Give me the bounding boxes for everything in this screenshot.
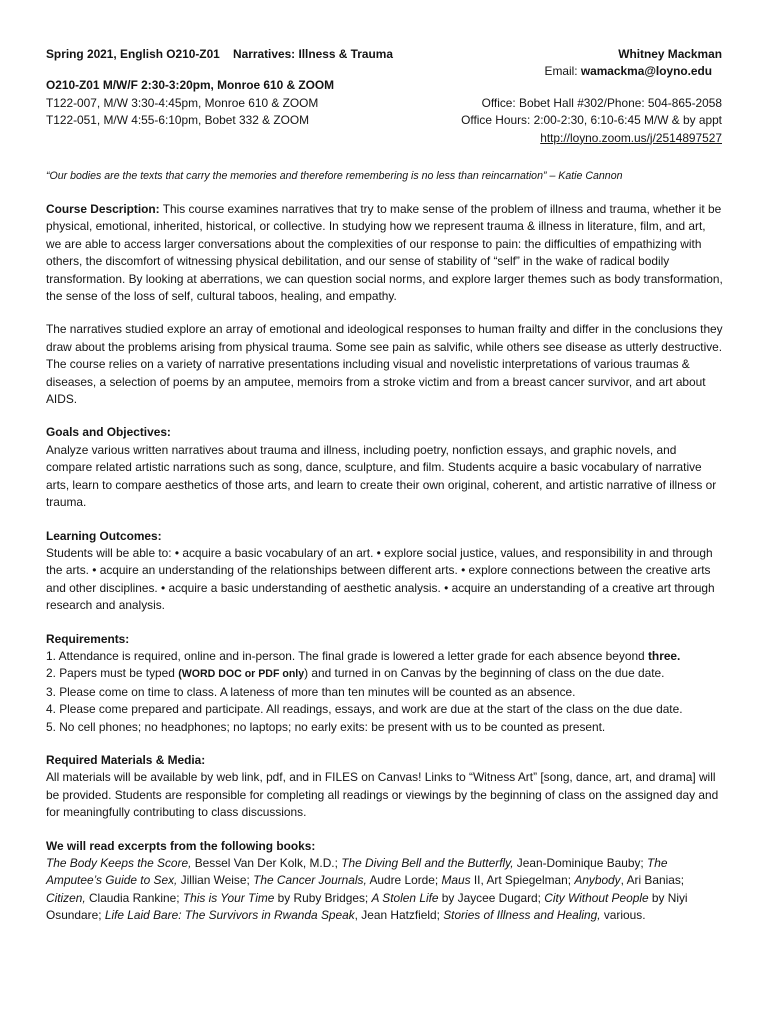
requirement-1-text: 1. Attendance is required, online and in-person. The final grade is lowered a letter grade for each absence beyond — [46, 648, 648, 663]
book-author: Bessel Van Der Kolk, M.D.; — [191, 856, 342, 870]
outcomes-heading: Learning Outcomes: — [46, 528, 162, 543]
books-section — [46, 838, 724, 925]
email-label: Email: — [544, 64, 581, 79]
book-author: various. — [600, 908, 646, 923]
course-description-text-2: The narratives studied explore an array of emotional and ideological responses to human frailty and differ in the conclusions they draw about the problems arising from physical trauma. Some see pain as salvific, while others see disease as utterly destructive. The course relies on a variety of narrative presentations including visual and novelistic interpretations of various traumas & diseases, a selection of poems by an amputee, memoirs from a stroke victim and from a breast cancer survivor, and art about AIDS. — [46, 322, 723, 407]
book-author: , Jean Hatzfield; — [354, 908, 444, 923]
section-3: T122-051, M/W 4:55-6:10pm, Bobet 332 & ZOOM — [46, 113, 310, 128]
book-title: The Body Keeps the Score, — [46, 856, 192, 870]
requirement-2 — [46, 665, 724, 683]
section-main: O210-Z01 M/W/F 2:30-3:20pm, Monroe 610 & ZOOM — [46, 78, 335, 93]
requirement-1-emphasis: three. — [647, 648, 681, 663]
requirement-5: 5. No cell phones; no headphones; no laptops; no early exits: be present with us to be counted as present. — [46, 719, 606, 734]
book-author: by Jaycee Dugard; — [438, 890, 545, 905]
book-author: by Ruby Bridges; — [274, 890, 372, 905]
requirements-section — [46, 631, 724, 736]
books-list — [46, 855, 724, 925]
materials-heading: Required Materials & Media: — [46, 752, 206, 767]
requirement-4: 4. Please come prepared and participate. All readings, essays, and work are due at the start of the class on the due date. — [46, 702, 683, 717]
materials-section — [46, 752, 724, 822]
book-title: City Without People — [544, 890, 649, 905]
book-author: , Ari Banias; — [620, 873, 685, 888]
office-hours-line: Office Hours: 2:00-2:30, 6:10-6:45 M/W & by appt — [461, 113, 722, 128]
course-description-text: This course examines narratives that try to make sense of the problem of illness and trauma, whether it be physical, emotional, inherited, historical, or collective. In studying how we represent trauma & illness in literature, film, and art, we are able to access larger conversations about the complexities of our response to pain: the difficulties of empathizing with others, the discomfort of witnessing physical debilitation, and our sense of stability of “self” in the wake of radical bodily transformation. By looking at aberrations, we can question social norms, and explore larger themes such as body transformation, the sense of the loss of self, cultural taboos, healing, and empathy. — [46, 202, 723, 304]
book-title: Citizen, — [46, 890, 86, 905]
outcomes-section — [46, 528, 724, 615]
course-title-line: Spring 2021, English O210-Z01 Narratives: Illness & Trauma — [46, 47, 393, 61]
goals-heading: Goals and Objectives: — [46, 425, 171, 440]
requirement-2-text: 2. Papers must be typed — [46, 666, 179, 681]
book-title: Anybody — [574, 873, 621, 888]
book-author: by Niyi Osundare; — [46, 890, 688, 923]
header-right — [382, 46, 722, 147]
book-author: Audre Lorde; — [366, 873, 442, 888]
header-left — [46, 46, 416, 130]
book-title: Maus — [441, 873, 471, 888]
book-title: This is Your Time — [182, 890, 275, 905]
book-author: II, Art Spiegelman; — [470, 873, 575, 888]
epigraph-quote: “Our bodies are the texts that carry the memories and therefore remembering is no less than reincarnation” – Katie Cannon — [46, 170, 623, 182]
book-title: A Stolen Life — [371, 890, 439, 905]
book-title: The Diving Bell and the Butterfly, — [341, 856, 514, 870]
book-title: Life Laid Bare: The Survivors in Rwanda Speak — [104, 908, 355, 923]
course-description-heading: Course Description: — [46, 202, 160, 216]
zoom-link[interactable]: http://loyno.zoom.us/j/2514897527 — [540, 130, 722, 145]
email-address[interactable]: wamackma@loyno.edu — [580, 64, 713, 79]
office-line: Office: Bobet Hall #302/Phone: 504-865-2058 — [481, 95, 722, 110]
syllabus-body — [46, 201, 724, 941]
instructor-name: Whitney Mackman — [618, 47, 722, 61]
books-heading: We will read excerpts from the following books: — [46, 838, 316, 853]
requirement-1 — [46, 648, 724, 665]
instructor-email-line — [382, 63, 722, 80]
book-author: Jillian Weise; — [177, 873, 254, 888]
requirement-2-text-end: ) and turned in on Canvas by the beginning of class on the due date. — [304, 666, 665, 681]
book-title: The Amputee’s Guide to Sex, — [46, 856, 668, 888]
course-description-paragraph-2 — [46, 321, 724, 408]
book-author: Claudia Rankine; — [85, 890, 183, 905]
book-author: Jean-Dominique Bauby; — [513, 856, 648, 870]
course-description-section — [46, 201, 724, 305]
requirement-3: 3. Please come on time to class. A lateness of more than ten minutes will be counted as an absence. — [46, 684, 576, 699]
goals-section — [46, 424, 724, 511]
materials-text: All materials will be available by web link, pdf, and in FILES on Canvas! Links to “Witness Art” [song, dance, art, and drama] will be provided. Students are responsible for completing all readings or viewings by the beginning of class on the assigned day and for meaningfully contributing to class discussions. — [46, 770, 719, 820]
outcomes-text: Students will be able to: • acquire a basic vocabulary of an art. • explore social justice, values, and responsibility in and through the arts. • acquire an understanding of the relationships between different arts. • explore connections between the creative arts and other disciplines. • acquire a basic understanding of aesthetic analysis. • acquire an understanding of a creative art through research and analysis. — [46, 545, 715, 613]
section-2: T122-007, M/W 3:30-4:45pm, Monroe 610 & ZOOM — [46, 95, 319, 110]
goals-text: Analyze various written narratives about trauma and illness, including poetry, nonfiction essays, and graphic novels, and compare related artistic narrations such as song, dance, sculpture, and film. Students acquire a basic vocabulary of narrative arts, learn to compare aesthetics of those arts, and learn to create their own original, coherent, and artistic narrative of illness or trauma. — [46, 442, 717, 510]
requirements-heading: Requirements: — [46, 631, 130, 646]
book-title: The Cancer Journals, — [253, 873, 367, 888]
requirement-2-emphasis: (WORD DOC or PDF only — [178, 668, 305, 681]
book-title: Stories of Illness and Healing, — [443, 908, 601, 923]
